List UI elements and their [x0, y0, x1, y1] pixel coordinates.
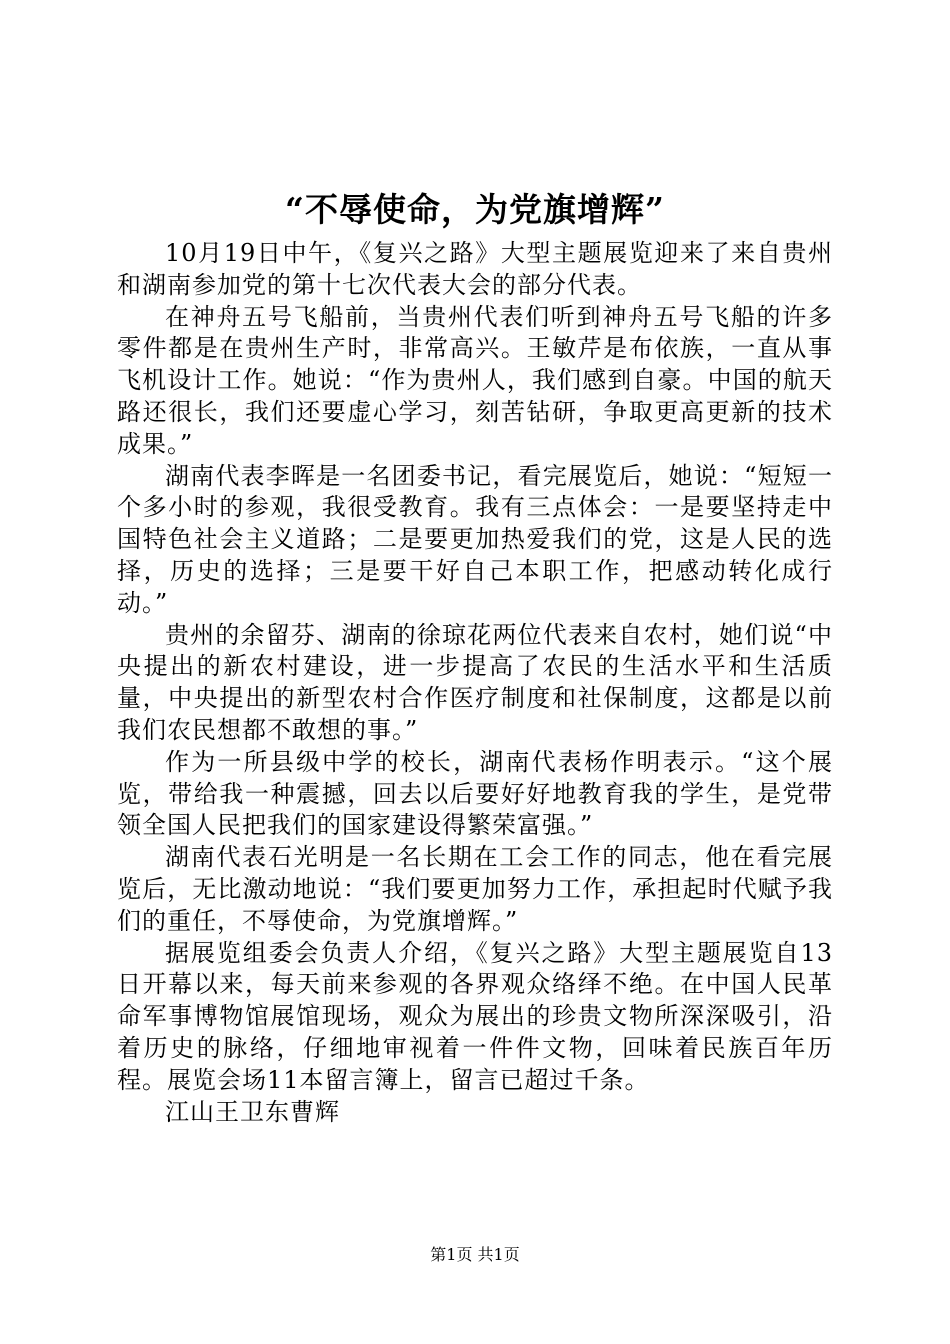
- paragraph: 湖南代表李晖是一名团委书记，看完展览后，她说：“短短一个多小时的参观，我很受教育。我有三点体会：一是要坚持走中国特色社会主义道路；二是要更加热爱我们的党，这是人民的选择，历史的选择；三是要干好自己本职工作，把感动转化成行动。”: [117, 461, 833, 617]
- author-line: 江山王卫东曹辉: [165, 1097, 340, 1126]
- paragraph: 在神舟五号飞船前，当贵州代表们听到神舟五号飞船的许多零件都是在贵州生产时，非常高兴。王敏芹是布依族，一直从事飞机设计工作。她说：“作为贵州人，我们感到自豪。中国的航天路还很长，我们还要虚心学习，刻苦钻研，争取更高更新的技术成果。”: [117, 302, 833, 458]
- paragraph: 据展览组委会负责人介绍，《复兴之路》大型主题展览自13日开幕以来，每天前来参观的各界观众络绎不绝。在中国人民革命军事博物馆展馆现场，观众为展出的珍贵文物所深深吸引，沿着历史的脉络，仔细地审视着一件件文物，回味着民族百年历程。展览会场11本留言簿上，留言已超过千条。: [117, 938, 833, 1094]
- paragraph: 湖南代表石光明是一名长期在工会工作的同志，他在看完展览后，无比激动地说：“我们要更加努力工作，承担起时代赋予我们的重任，不辱使命，为党旗增辉。”: [117, 843, 833, 935]
- paragraph: 10月19日中午，《复兴之路》大型主题展览迎来了来自贵州和湖南参加党的第十七次代表大会的部分代表。: [117, 239, 833, 299]
- paragraph: 贵州的余留芬、湖南的徐琼花两位代表来自农村，她们说“中央提出的新农村建设，进一步提高了农民的生活水平和生活质量，中央提出的新型农村合作医疗制度和社保制度，这都是以前我们农民想都不敢想的事。”: [117, 620, 833, 744]
- document-body: [117, 238, 833, 1128]
- paragraph: 作为一所县级中学的校长，湖南代表杨作明表示。“这个展览，带给我一种震撼，回去以后要好好地教育我的学生，是党带领全国人民把我们的国家建设得繁荣富强。”: [117, 747, 833, 840]
- document-title: “不辱使命，为党旗增辉”: [285, 190, 665, 229]
- page-footer: 第1页 共1页: [430, 1245, 520, 1264]
